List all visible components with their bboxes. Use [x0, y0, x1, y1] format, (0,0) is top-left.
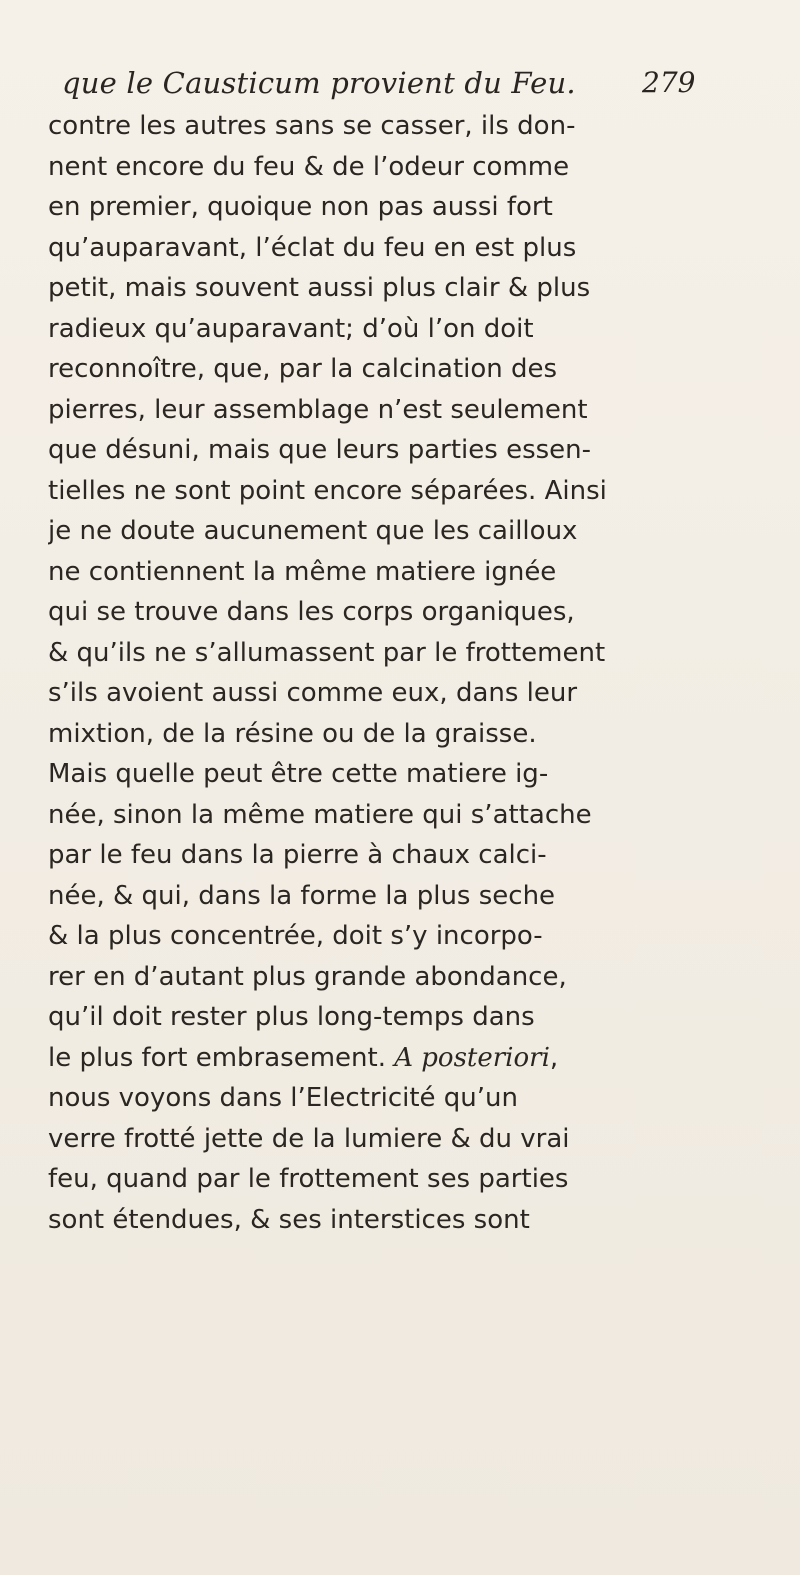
text-line: contre les autres sans se casser, ils don-: [48, 111, 576, 141]
text-segment: le plus fort embrasement.: [48, 1042, 386, 1073]
text-line: que désuni, mais que leurs parties essen-: [48, 435, 592, 465]
text-line: mixtion, de la résine ou de la graisse.: [48, 718, 537, 749]
text-line: je ne doute aucunement que les cailloux: [48, 516, 578, 546]
text-line: feu, quand par le frottement ses parties: [48, 1164, 569, 1194]
text-line: pierres, leur assemblage n’est seulement: [48, 394, 588, 425]
text-line: sont étendues, & ses interstices sont: [48, 1204, 530, 1235]
text-line: qu’il doit rester plus long-temps dans: [48, 1002, 535, 1032]
text-line: tielles ne sont point encore séparées. Ainsi: [48, 475, 607, 506]
text-line: qui se trouve dans les corps organiques,: [48, 597, 575, 627]
text-line: radieux qu’auparavant; d’où l’on doit: [48, 313, 534, 344]
text-line: née, & qui, dans la forme la plus seche: [48, 880, 556, 911]
punctuation: ,: [549, 1042, 559, 1073]
text-line: ne contiennent la même matiere ignée: [48, 556, 557, 587]
text-line: & la plus concentrée, doit s’y incorpo-: [48, 921, 543, 951]
text-line: reconnoître, que, par la calcination des: [48, 354, 558, 384]
text-line: nent encore du feu & de l’odeur comme: [48, 151, 570, 182]
page-number: 279: [642, 66, 696, 99]
italic-phrase: A posteriori: [394, 1042, 550, 1073]
text-line: s’ils avoient aussi comme eux, dans leur: [48, 678, 578, 708]
body-text: [48, 106, 788, 1240]
page-header: [62, 66, 762, 106]
text-line: & qu’ils ne s’allumassent par le frottement: [48, 637, 606, 668]
text-line: petit, mais souvent aussi plus clair & plus: [48, 273, 591, 303]
text-line-mixed: [48, 1038, 788, 1079]
text-line: en premier, quoique non pas aussi fort: [48, 192, 553, 222]
text-line: Mais quelle peut être cette matiere ig-: [48, 759, 549, 789]
text-line: rer en d’autant plus grande abondance,: [48, 961, 567, 992]
text-line: qu’auparavant, l’éclat du feu en est plus: [48, 232, 577, 263]
text-line: verre frotté jette de la lumiere & du vrai: [48, 1123, 570, 1154]
text-line: nous voyons dans l’Electricité qu’un: [48, 1083, 518, 1113]
text-line: par le feu dans la pierre à chaux calci-: [48, 840, 547, 870]
running-title: que le Causticum provient du Feu.: [62, 66, 576, 100]
text-line: née, sinon la même matiere qui s’attache: [48, 799, 592, 830]
